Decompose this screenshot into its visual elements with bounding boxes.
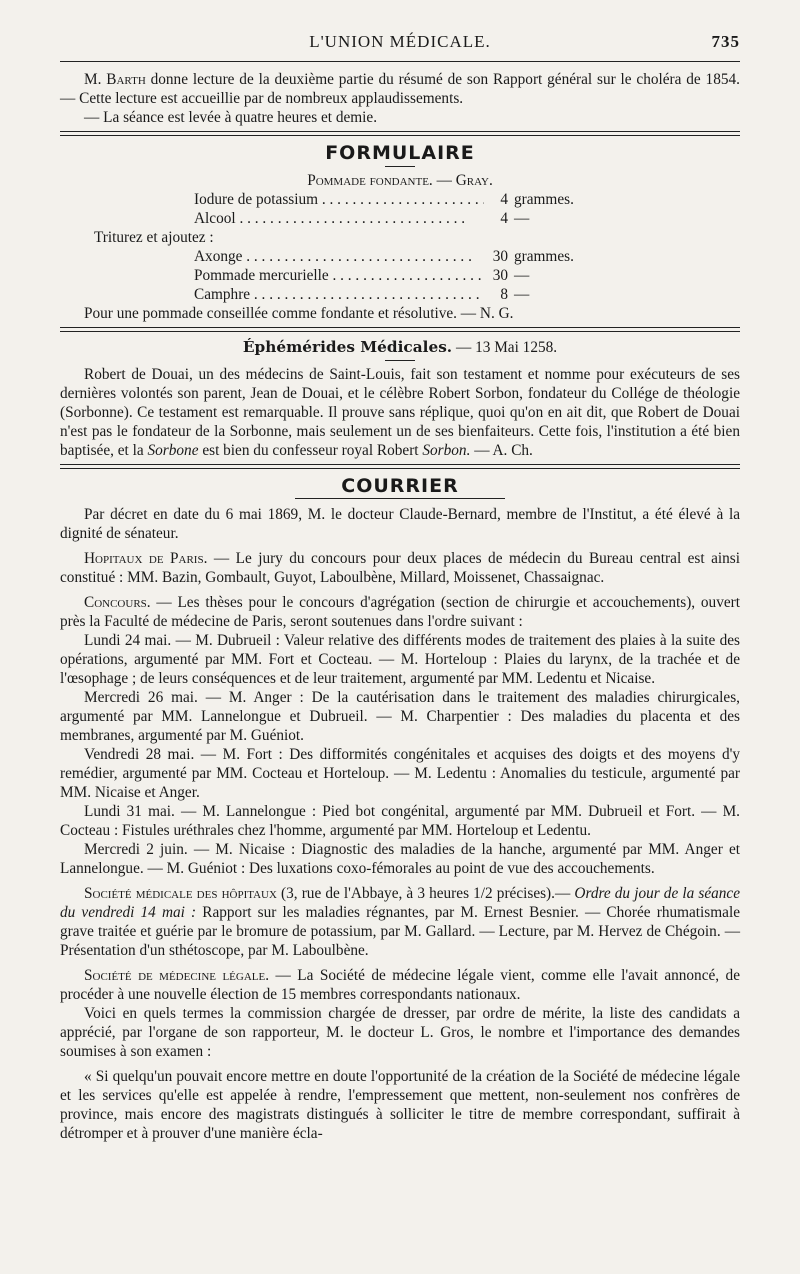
page-number: 735: [711, 32, 740, 51]
schedule-item: Lundi 31 mai. — M. Lannelongue : Pied bot congénital, argumenté par MM. Dubrueil et Fort. — M. Cocteau : Fistules uréthrales chez l'homme, argumenté par MM. Horteloup et Ledentu.: [60, 803, 740, 839]
heading-rule: [385, 166, 415, 167]
formulaire-heading: FORMULAIRE: [325, 142, 475, 164]
section-divider: [60, 131, 740, 136]
page-content: [60, 70, 740, 1143]
section-divider: [60, 464, 740, 469]
session-end-paragraph: — La séance est levée à quatre heures et demie.: [84, 109, 378, 126]
heading-rule: [295, 498, 505, 499]
recipe-item: Alcool . . . 4 —: [60, 209, 740, 228]
recipe-item: Axonge . . . 30 grammes.: [60, 247, 740, 266]
intro-paragraph: M. Barth donne lecture de la deuxième partie du résumé de son Rapport général sur le choléra de 1854. — Cette lecture est accueillie par de nombreux applaudissements.: [60, 71, 740, 107]
section-divider: [60, 327, 740, 332]
recipe-item: Camphre . . . 8 —: [60, 285, 740, 304]
ephemerides-heading: Éphémérides Médicales. — 13 Mai 1258.: [242, 338, 558, 356]
recipe-item: Pommade mercurielle . . . 30 —: [60, 266, 740, 285]
header-rule: [60, 61, 740, 62]
hopitaux-paragraph: Hopitaux de Paris. — Le jury du concours pour deux places de médecin du Bureau central est ainsi constitué : MM. Bazin, Gombault, Guyot, Laboulbène, Millard, Moissenet, Chassaignac.: [60, 550, 740, 586]
schedule-item: Lundi 24 mai. — M. Dubrueil : Valeur relative des différents modes de traitement des plaies à la suite des opérations, argumenté par MM. Fort et Cocteau. — M. Horteloup : Plaies du larynx, de la trachée et de l'œsophage ; de leurs conséquences et de leur traitement, argumenté par MM. Ledentu et Nicaise.: [60, 632, 740, 687]
recipe-instruction: Triturez et ajoutez :: [94, 229, 214, 246]
courrier-heading: COURRIER: [341, 475, 459, 497]
schedule-item: Mercredi 26 mai. — M. Anger : De la cautérisation dans le traitement des maladies chirurgicales, argumenté par MM. Lannelongue et Dubrueil. — M. Charpentier : Des maladies du placenta et des membranes, argumenté par M. Guéniot.: [60, 689, 740, 744]
recipe-list-2: [60, 247, 740, 304]
recipe-item: Iodure de potassium . . . 4 grammes.: [60, 190, 740, 209]
recipe-title: Pommade fondante. — Gray.: [307, 172, 493, 189]
recipe-list-1: [60, 190, 740, 228]
speaker-name: M. Barth: [84, 71, 146, 88]
societe-hopitaux-paragraph: Société médicale des hôpitaux (3, rue de l'Abbaye, à 3 heures 1/2 précises).— Ordre du jour de la séance du vendredi 14 mai : Rapport sur les maladies régnantes, par M. Ernest Besnier. — Chorée rhumatismale grave traitée et guérie par le bromure de potassium, par M. Gallard. — Lecture, par M. Hervez de Chégoin. — Présentation d'un sthétoscope, par M. Laboulbène.: [60, 885, 740, 959]
courrier-paragraph: Par décret en date du 6 mai 1869, M. le docteur Claude-Bernard, membre de l'Institut, a été élevé à la dignité de sénateur.: [60, 506, 740, 542]
societe-legale-paragraph: Société de médecine légale. — La Société de médecine légale vient, comme elle l'avait annoncé, de procéder à une nouvelle élection de 15 membres correspondants nationaux.: [60, 967, 740, 1003]
ephemerides-text: Robert de Douai, un des médecins de Saint-Louis, fait son testament et nomme pour exécuteurs de ses dernières volontés son parent, Jean de Douai, et le célèbre Robert Sorbon, fondateur du Collége de théologie (Sorbonne). Ce testament est remarquable. Il prouve sans réplique, quoi qu'on en ait dit, que Robert de Douai n'est pas le fondateur de la Sorbonne, mais seulement un de ses bienfaiteurs. Cette fois, l'institution a été bien baptisée, et la Sorbone est bien du confesseur royal Robert Sorbon. — A. Ch.: [60, 366, 740, 459]
commission-paragraph: Voici en quels termes la commission chargée de dresser, par ordre de mérite, la liste des candidats a apprécié, par l'organe de son rapporteur, M. le docteur L. Gros, le nombre et l'importance des demandes soumises à son examen :: [60, 1005, 740, 1060]
quote-paragraph: « Si quelqu'un pouvait encore mettre en doute l'opportunité de la création de la Société de médecine légale et les services qu'elle est appelée à rendre, l'empressement que mettent, non-seulement nos confrères de province, mais encore des magistrats distingués à solliciter le titre de membre correspondant, suffirait à détromper et à prouver d'une manière écla-: [60, 1068, 740, 1142]
recipe-note: Pour une pommade conseillée comme fondante et résolutive. — N. G.: [84, 305, 514, 322]
schedule-item: Mercredi 2 juin. — M. Nicaise : Diagnostic des maladies de la hanche, argumenté par MM. Anger et Lannelongue. — M. Guéniot : Des luxations coxo-fémorales au point de vue des accouchements.: [60, 841, 740, 877]
journal-title: L'UNION MÉDICALE.: [309, 32, 491, 51]
concours-paragraph: Concours. — Les thèses pour le concours d'agrégation (section de chirurgie et accouchements), ouvert près la Faculté de médecine de Paris, seront soutenues dans l'ordre suivant :: [60, 594, 740, 630]
heading-rule: [385, 360, 415, 361]
page-header: [60, 32, 740, 52]
schedule-item: Vendredi 28 mai. — M. Fort : Des difformités congénitales et acquises des doigts et des moyens d'y remédier, argumenté par MM. Cocteau et Horteloup. — M. Ledentu : Anomalies du testicule, argumenté par MM. Nicaise et Anger.: [60, 746, 740, 801]
